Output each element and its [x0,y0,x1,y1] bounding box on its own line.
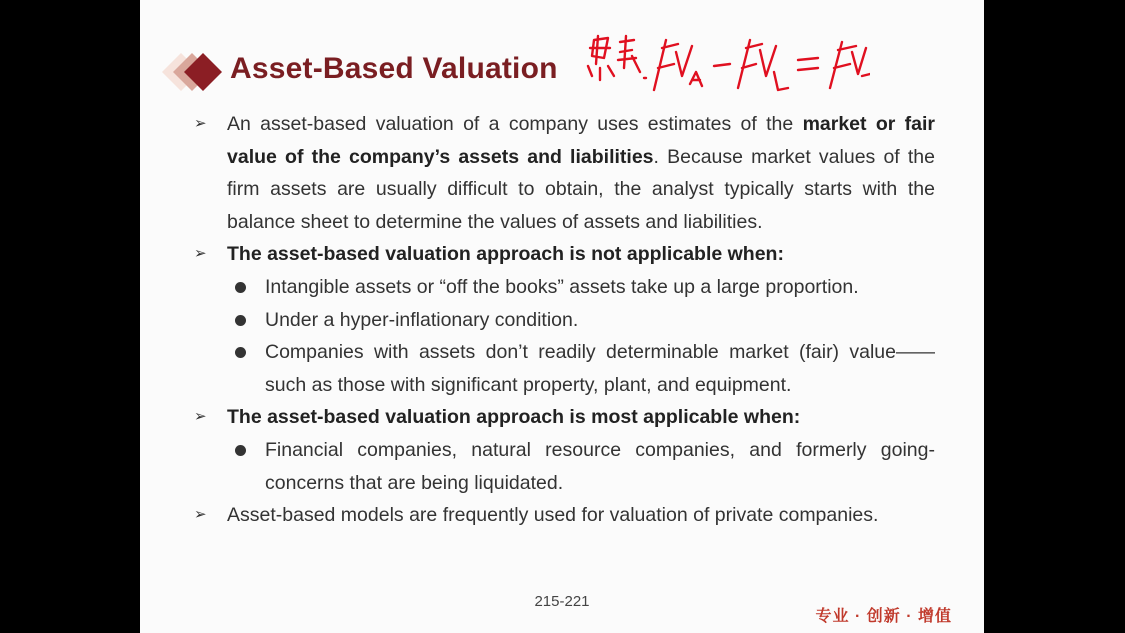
dot-bullet-icon [235,282,246,293]
dot-bullet-icon [235,315,246,326]
bullet-list [190,108,935,532]
bullet-1 [190,108,935,238]
page-title: Asset-Based Valuation [230,52,558,85]
bullet-4: ➢ Asset-based models are frequently used for valuation of private companies. [190,499,935,532]
diamond-logo-icon [162,50,226,96]
handwritten-annotation [570,28,870,98]
sub-bullet: Companies with assets don’t readily determinable market (fair) value——such as those with significant property, plant, and equipment. [190,336,935,401]
arrow-bullet-icon: ➢ [194,506,207,524]
bullet-3-heading: ➢ The asset-based valuation approach is most applicable when: [190,401,935,434]
dot-bullet-icon [235,347,246,358]
bullet-2-heading: ➢ The asset-based valuation approach is not applicable when: [190,238,935,271]
dot-bullet-icon [235,445,246,456]
arrow-bullet-icon: ➢ [194,245,207,263]
footer-slogan: 专业 · 创新 · 增值 [815,608,952,625]
sub-bullet: Intangible assets or “off the books” assets take up a large proportion. [190,271,935,304]
arrow-bullet-icon: ➢ [194,115,207,132]
bullet-1-text-bold: market or fair value of the company’s assets and liabilities [227,113,935,168]
sub-bullet: Financial companies, natural resource companies, and formerly going-concerns that are being liquidated. [190,434,935,499]
bullet-1-text-b: . Because market values of the firm assets are usually difficult to obtain, the analyst typically starts with the balance sheet to determine the values of assets and liabilities. [227,145,935,233]
arrow-bullet-icon: ➢ [194,408,207,426]
sub-bullet: Under a hyper-inflationary condition. [190,304,935,337]
slide [140,0,984,633]
bullet-1-text-a: An asset-based valuation of a company uses estimates of the [227,113,803,135]
page-number: 215-221 [534,593,590,610]
